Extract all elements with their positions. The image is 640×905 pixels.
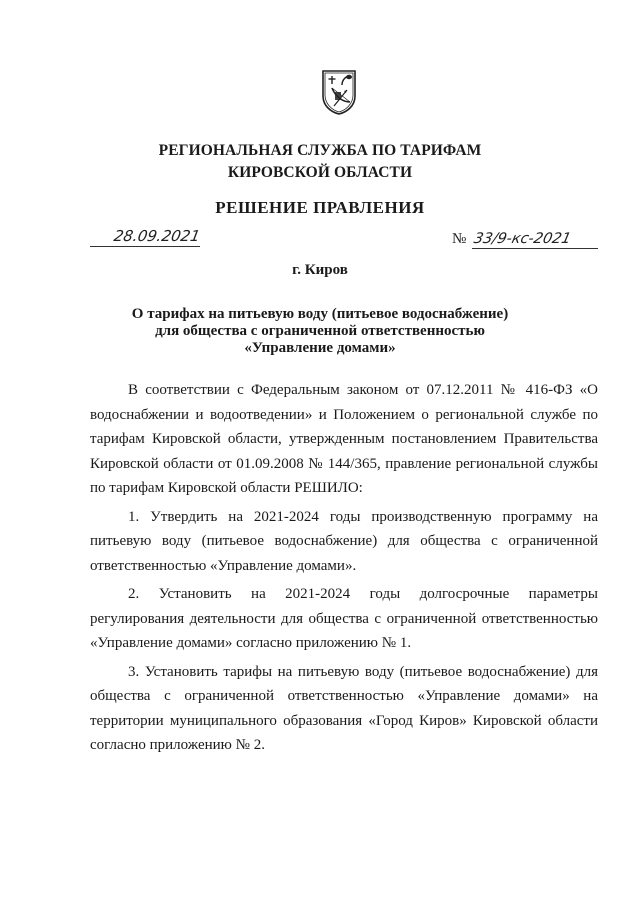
number-sign: № — [452, 231, 467, 247]
preamble-paragraph: В соответствии с Федеральным законом от 07.12.2011 № 416-ФЗ «О водоснабжении и водоотведении» и Положением о региональной службе по тарифам Кировской области, утвержденным постановлением Правительства Кировской области от 01.09.2008 № 144/365, правление региональной службы по тарифам Кировской области РЕШИЛО: — [90, 382, 598, 496]
decision-number-field — [452, 230, 598, 248]
number-underline — [472, 248, 598, 249]
decision-number: 33/9-кс-2021 — [472, 231, 573, 247]
item-2-paragraph: 2. Установить на 2021-2024 годы долгосрочные параметры регулирования деятельности для общества с ограниченной ответственностью «Управление домами» согласно приложению № 1. — [90, 586, 598, 651]
subject-line-2: для общества с ограниченной ответственностью — [155, 323, 485, 339]
decision-body — [90, 378, 598, 762]
subject-line-1: О тарифах на питьевую воду (питьевое водоснабжение) — [131, 306, 509, 322]
city-name: г. Киров — [292, 262, 348, 278]
organization-line-2: КИРОВСКОЙ ОБЛАСТИ — [227, 164, 413, 181]
organization-line-1: РЕГИОНАЛЬНАЯ СЛУЖБА ПО ТАРИФАМ — [158, 142, 482, 159]
decision-date: 28.09.2021 — [112, 227, 202, 245]
item-1-paragraph: 1. Утвердить на 2021-2024 годы производственную программу на питьевую воду (питьевое водоснабжение) для общества с ограниченной ответственностью «Управление домами». — [90, 508, 598, 574]
decision-subject — [0, 306, 640, 357]
decision-date-field — [90, 228, 200, 247]
kirov-coat-of-arms-icon — [320, 68, 358, 116]
document-type-title: РЕШЕНИЕ ПРАВЛЕНИЯ — [215, 198, 425, 217]
organization-name — [0, 140, 640, 184]
subject-line-3: «Управление домами» — [244, 340, 396, 356]
item-3-paragraph: 3. Установить тарифы на питьевую воду (питьевое водоснабжение) для общества с ограниченной ответственностью «Управление домами» на территории муниципального образования «Город Киров» Кировской области согласно приложению № 2. — [90, 663, 598, 753]
